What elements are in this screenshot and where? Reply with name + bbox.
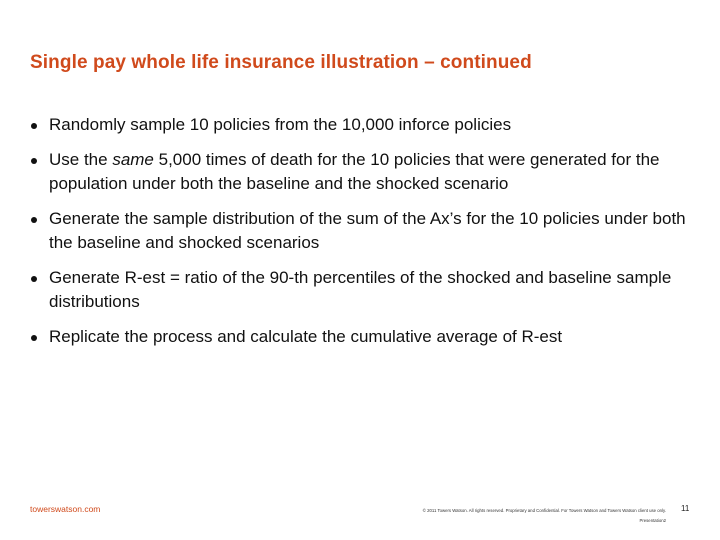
bullet-dot-icon xyxy=(31,217,37,223)
bullet-text: Generate R-est = ratio of the 90-th percentiles of the shocked and baseline sample distributions xyxy=(49,268,672,311)
footer-copyright-line: © 2011 Towers Watson. All rights reserved. Proprietary and Confidential. For Towers Watson and Towers Watson client use only. xyxy=(422,508,666,513)
footer-file-name: Presentation2 xyxy=(639,518,666,523)
bullet-dot-icon xyxy=(31,123,37,129)
bullet-text-emphasis: same xyxy=(112,150,154,169)
footer-website-link[interactable]: towerswatson.com xyxy=(30,504,101,514)
bullet-dot-icon xyxy=(31,158,37,164)
bullet-text-start: Use the xyxy=(49,150,113,169)
bullet-text: Generate the sample distribution of the sum of the Ax’s for the 10 policies under both the baseline and shocked scenarios xyxy=(49,209,686,252)
bullet-item xyxy=(30,266,695,314)
footer-copyright xyxy=(318,506,666,526)
bullet-item xyxy=(30,148,695,196)
bullet-text-end: 5,000 times of death for the 10 policies that were generated for the population under both the baseline and the shocked scenario xyxy=(49,150,660,193)
bullet-item xyxy=(30,325,695,349)
bullet-item xyxy=(30,207,695,255)
bullet-dot-icon xyxy=(31,276,37,282)
page-number: 11 xyxy=(681,504,690,513)
bullet-text: Randomly sample 10 policies from the 10,000 inforce policies xyxy=(49,115,512,134)
bullet-text: Replicate the process and calculate the cumulative average of R-est xyxy=(49,327,563,346)
bullet-item xyxy=(30,113,695,137)
slide-title: Single pay whole life insurance illustration – continued xyxy=(30,52,532,73)
bullet-dot-icon xyxy=(31,335,37,341)
bullet-list xyxy=(30,113,695,360)
